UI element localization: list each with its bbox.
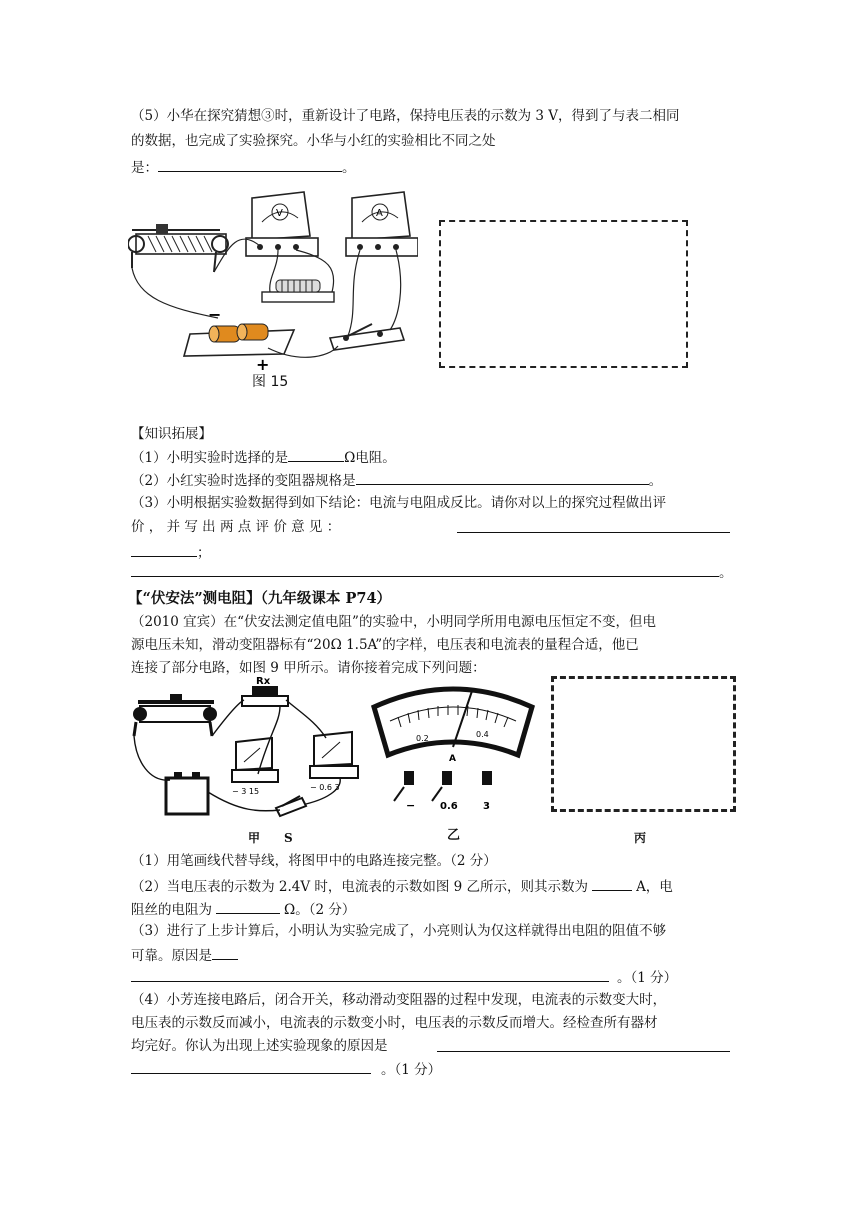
question-3-line1: （3）进行了上步计算后，小明认为实验完成了，小亮则认为仅这样就得出电阻的阻值不够 xyxy=(131,923,667,939)
voltmeter-icon xyxy=(232,738,278,796)
battery-icon xyxy=(184,305,294,374)
extension-q3-text: 价 ， 并 写 出 两 点 评 价 意 见 ： xyxy=(131,519,341,535)
voltmeter-icon xyxy=(246,192,318,256)
q5-line2: 的数据，也完成了实验探究。小华与小红的实验相比不同之处 xyxy=(131,133,496,149)
battery-minus-label: − xyxy=(208,305,222,324)
question-1: （1）用笔画线代替导线，将图甲中的电路连接完整。（2 分） xyxy=(131,853,497,869)
question-2-text-c: 阻丝的电阻为 xyxy=(131,902,212,918)
extension-q3-semicolon: ； xyxy=(197,545,211,561)
extension-q3-blank-3[interactable] xyxy=(131,561,719,577)
resistance-blank[interactable] xyxy=(216,898,280,914)
section-intro-1: （2010 宜宾）在“伏安法测定值电阻”的实验中，小明同学所用电源电压恒定不变，但电 xyxy=(131,614,656,630)
resistor-icon xyxy=(262,280,334,302)
question-4-suffix: 。（1 分） xyxy=(381,1062,442,1078)
question-4-line1: （4）小芳连接电路后，闭合开关，移动滑动变阻器的过程中发现，电流表的示数变大时， xyxy=(131,992,667,1008)
question-3-blank-start[interactable] xyxy=(212,944,238,960)
q5-suffix: 。 xyxy=(342,160,356,176)
figure15-caption: 图 15 xyxy=(252,374,289,390)
question-4-line3 xyxy=(131,1036,388,1056)
q5-line1: （5）小华在探究猜想③时，重新设计了电路，保持电压表的示数为 3 V，得到了与表二相同 xyxy=(131,108,680,124)
dial-terminals xyxy=(394,771,492,801)
extension-q2 xyxy=(131,469,662,491)
question-2-text-b: A，电 xyxy=(636,879,673,895)
section-intro-3: 连接了部分电路，如图 9 甲所示。请你接着完成下列问题： xyxy=(131,660,486,676)
section-title: 【“伏安法”测电阻】（九年级课本 P74） xyxy=(128,590,392,607)
figure9-yi-ammeter-dial xyxy=(368,677,538,817)
question-3-text: 可靠。原因是 xyxy=(131,948,212,964)
question-3-line2 xyxy=(131,944,238,966)
battery-plus-label: + xyxy=(256,355,270,374)
dial-label-02: 0.2 xyxy=(416,734,429,743)
extension-q3-line3 xyxy=(131,541,211,563)
extension-q1-text: （1）小明实验时选择的是 xyxy=(131,450,289,466)
ammeter-terminals: − 0.6 3 xyxy=(310,783,340,792)
question-3-line3 xyxy=(131,966,677,988)
label-s: S xyxy=(284,831,293,845)
extension-q2-blank[interactable] xyxy=(356,469,649,485)
ammeter-icon xyxy=(310,732,358,792)
figure15-drawing-box[interactable] xyxy=(439,220,688,368)
extension-q1 xyxy=(131,446,396,468)
switch-icon xyxy=(330,324,404,350)
switch-icon xyxy=(276,796,306,816)
question-3-suffix: 。（1 分） xyxy=(617,970,678,986)
question-2-line2 xyxy=(131,898,355,920)
figure9-bing-drawing-box[interactable] xyxy=(551,676,736,812)
q5-prefix: 是： xyxy=(131,160,158,176)
extension-q3-blank-2[interactable] xyxy=(131,541,197,557)
rx-label: Rx xyxy=(256,676,271,687)
q5-line3 xyxy=(131,156,356,178)
question-3-blank[interactable] xyxy=(131,966,609,982)
current-reading-blank[interactable] xyxy=(592,875,632,891)
label-jia: 甲 xyxy=(248,831,261,845)
question-2-text-a: （2）当电压表的示数为 2.4V 时，电流表的示数如图 9 乙所示，则其示数为 xyxy=(131,879,589,895)
section-intro-2: 源电压未知，滑动变阻器标有“20Ω 1.5A”的字样，电压表和电流表的量程合适，他已 xyxy=(131,637,639,653)
extension-q3-line4 xyxy=(131,561,733,583)
extension-q1-suffix: Ω电阻。 xyxy=(344,450,396,466)
extension-q3-line2 xyxy=(131,517,340,537)
question-4-text: 均完好。你认为出现上述实验现象的原因是 xyxy=(131,1038,388,1054)
extension-title: 【知识拓展】 xyxy=(131,426,212,442)
q5-answer-blank[interactable] xyxy=(158,156,342,172)
question-4-line2: 电压表的示数反而减小，电流表的示数变小时，电压表的示数反而增大。经检查所有器材 xyxy=(131,1015,658,1031)
voltmeter-terminals: − 3 15 xyxy=(232,787,260,796)
label-yi: 乙 xyxy=(447,828,461,843)
terminal-06: 0.6 xyxy=(440,801,458,812)
dial-label-04: 0.4 xyxy=(476,730,489,739)
rheostat-icon xyxy=(133,694,217,736)
terminal-3: 3 xyxy=(483,801,490,812)
voltmeter-label: V xyxy=(276,208,283,219)
extension-q2-text: （2）小红实验时选择的变阻器规格是 xyxy=(131,473,356,489)
battery-box-icon xyxy=(166,772,208,814)
extension-q2-suffix: 。 xyxy=(648,473,663,489)
question-4-line4 xyxy=(131,1058,441,1080)
figure15-circuit-drawing xyxy=(128,188,418,393)
dial-label-a: A xyxy=(449,754,456,764)
terminal-minus: − xyxy=(406,799,416,812)
question-4-blank-1[interactable] xyxy=(437,1036,730,1052)
figure9-jia-circuit xyxy=(130,672,362,820)
resistor-rx-icon xyxy=(242,676,288,706)
extension-q3-blank-1[interactable] xyxy=(457,517,730,533)
question-4-blank-2[interactable] xyxy=(131,1058,371,1074)
rheostat-icon xyxy=(128,224,228,272)
extension-q3-period: 。 xyxy=(719,565,733,581)
extension-q3-line1: （3）小明根据实验数据得到如下结论：电流与电阻成反比。请你对以上的探究过程做出评 xyxy=(131,495,667,511)
extension-q1-blank[interactable] xyxy=(288,446,344,462)
question-2-line1 xyxy=(131,875,673,897)
question-2-text-d: Ω。（2 分） xyxy=(284,902,356,918)
ammeter-icon xyxy=(346,192,418,256)
label-bing: 丙 xyxy=(634,831,647,845)
ammeter-label: A xyxy=(376,208,383,219)
